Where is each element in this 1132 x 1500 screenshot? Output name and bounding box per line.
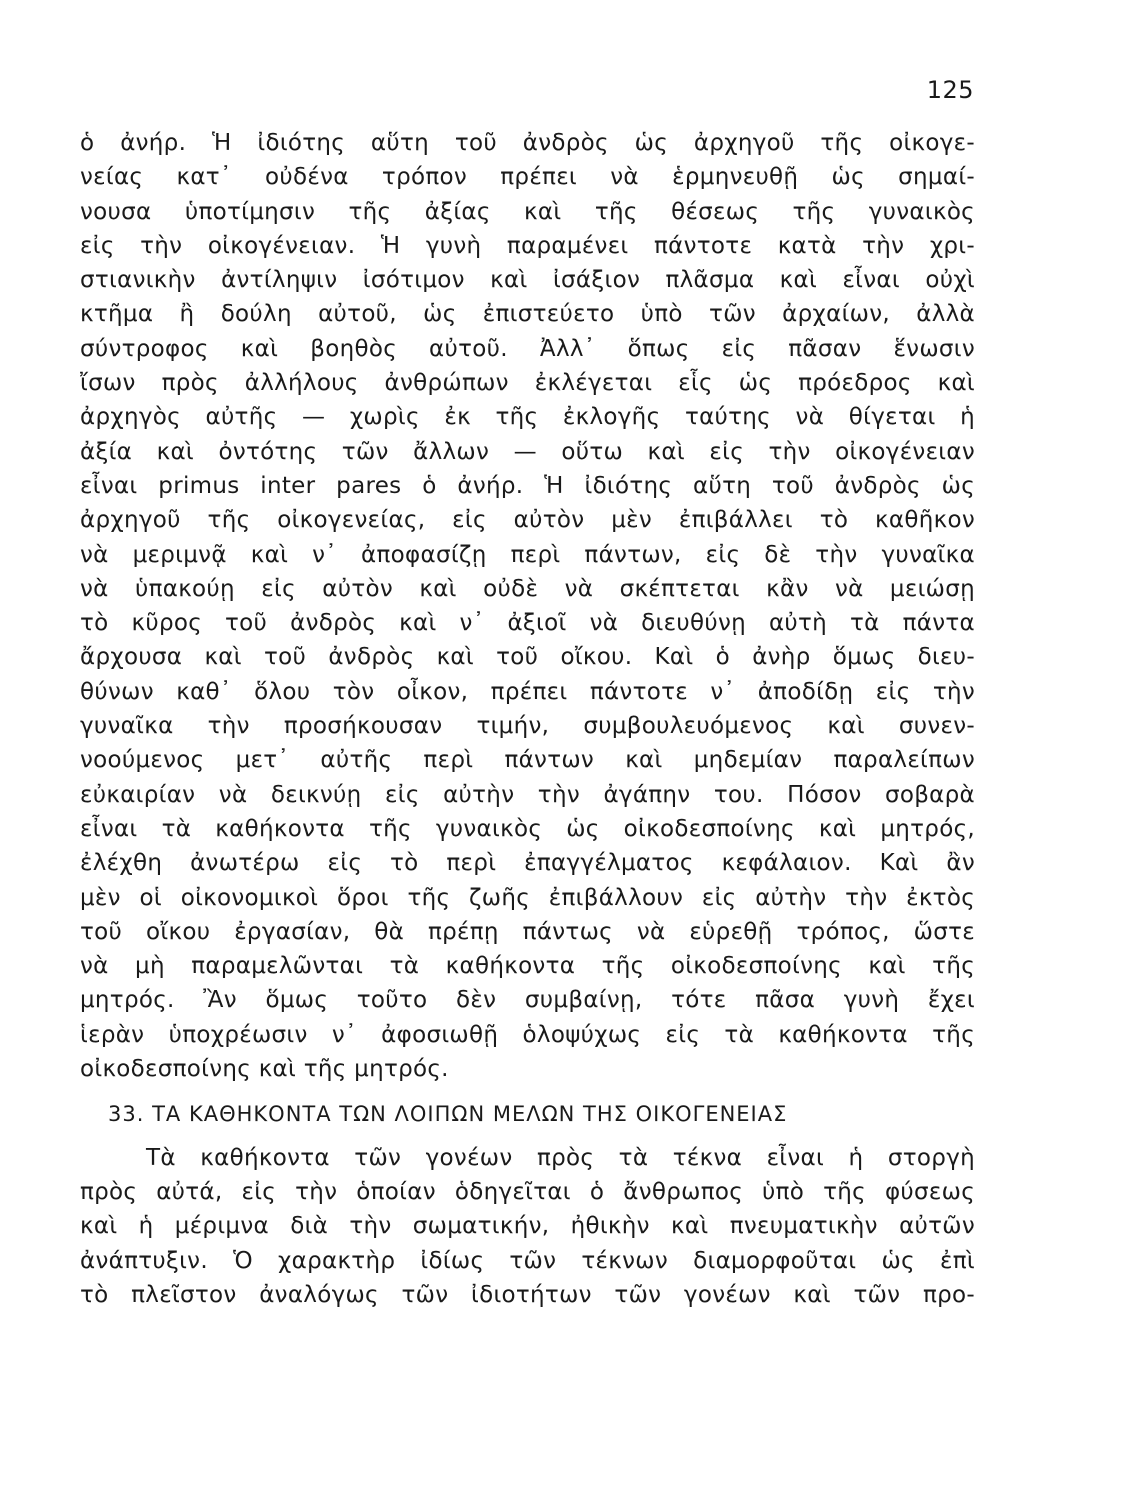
text-line: γυναῖκα τὴν προσήκουσαν τιμήν, συμβουλευόμενος καὶ συνεν- bbox=[80, 713, 975, 740]
text-line: θύνων καθ᾽ ὅλου τὸν οἶκον, πρέπει πάντοτε ν᾽ ἀποδίδῃ εἰς τὴν bbox=[80, 678, 975, 705]
text-line: μὲν οἱ οἰκονομικοὶ ὅροι τῆς ζωῆς ἐπιβάλλουν εἰς αὐτὴν τὴν ἐκτὸς bbox=[80, 884, 975, 911]
text-line: νοούμενος μετ᾽ αὐτῆς περὶ πάντων καὶ μηδεμίαν παραλείπων bbox=[80, 747, 975, 774]
text-line: μητρός. Ἂν ὅμως τοῦτο δὲν συμβαίνῃ, τότε πᾶσα γυνὴ ἔχει bbox=[80, 987, 975, 1014]
body-text bbox=[80, 126, 975, 1312]
text-line: ἀνάπτυξιν. Ὁ χαρακτὴρ ἰδίως τῶν τέκνων διαμορφοῦται ὡς ἐπὶ bbox=[80, 1247, 975, 1274]
text-line: ἀρχηγὸς αὐτῆς — χωρὶς ἐκ τῆς ἐκλογῆς ταύτης νὰ θίγεται ἡ bbox=[80, 404, 975, 431]
text-line: ἱερὰν ὑποχρέωσιν ν᾽ ἀφοσιωθῇ ὁλοψύχως εἰς τὰ καθήκοντα τῆς bbox=[80, 1021, 975, 1048]
section-heading: 33. ΤΑ ΚΑΘΗΚΟΝΤΑ ΤΩΝ ΛΟΙΠΩΝ ΜΕΛΩΝ ΤΗΣ ΟΙΚΟΓΕΝΕΙΑΣ bbox=[108, 1102, 788, 1127]
text-line: κτῆμα ἢ δούλη αὐτοῦ, ὡς ἐπιστεύετο ὑπὸ τῶν ἀρχαίων, ἀλλὰ bbox=[80, 301, 975, 328]
text-line: ἐλέχθη ἀνωτέρω εἰς τὸ περὶ ἐπαγγέλματος κεφάλαιον. Καὶ ἂν bbox=[80, 850, 975, 877]
text-line: ἴσων πρὸς ἀλλήλους ἀνθρώπων ἐκλέγεται εἷς ὡς πρόεδρος καὶ bbox=[80, 370, 975, 397]
text-line: εἶναι τὰ καθήκοντα τῆς γυναικὸς ὡς οἰκοδεσποίνης καὶ μητρός, bbox=[80, 815, 975, 842]
text-line: πρὸς αὐτά, εἰς τὴν ὁποίαν ὁδηγεῖται ὁ ἄνθρωπος ὑπὸ τῆς φύσεως bbox=[80, 1178, 975, 1205]
text-line: νὰ μὴ παραμελῶνται τὰ καθήκοντα τῆς οἰκοδεσποίνης καὶ τῆς bbox=[80, 953, 975, 980]
text-line: ἀρχηγοῦ τῆς οἰκογενείας, εἰς αὐτὸν μὲν ἐπιβάλλει τὸ καθῆκον bbox=[80, 507, 975, 534]
text-line: εὐκαιρίαν νὰ δεικνύῃ εἰς αὐτὴν τὴν ἀγάπην του. Πόσον σοβαρὰ bbox=[80, 781, 975, 808]
paragraph-2 bbox=[80, 1141, 975, 1312]
text-line: εἶναι primus inter pares ὁ ἀνήρ. Ἡ ἰδιότης αὕτη τοῦ ἀνδρὸς ὡς bbox=[80, 472, 975, 499]
text-line: εἰς τὴν οἰκογένειαν. Ἡ γυνὴ παραμένει πάντοτε κατὰ τὴν χρι- bbox=[80, 232, 975, 259]
text-line: τὸ κῦρος τοῦ ἀνδρὸς καὶ ν᾽ ἀξιοῖ νὰ διευθύνῃ αὐτὴ τὰ πάντα bbox=[80, 610, 975, 637]
paragraph-1 bbox=[80, 126, 975, 1086]
text-line: ἀξία καὶ ὀντότης τῶν ἄλλων — οὕτω καὶ εἰς τὴν οἰκογένειαν bbox=[80, 438, 975, 465]
text-line: νείας κατ᾽ οὐδένα τρόπον πρέπει νὰ ἑρμηνευθῇ ὡς σημαί- bbox=[80, 164, 975, 191]
text-line: Τὰ καθήκοντα τῶν γονέων πρὸς τὰ τέκνα εἶναι ἡ στοργὴ bbox=[146, 1144, 975, 1171]
text-line: τὸ πλεῖστον ἀναλόγως τῶν ἰδιοτήτων τῶν γονέων καὶ τῶν προ- bbox=[80, 1281, 975, 1308]
text-line: ἄρχουσα καὶ τοῦ ἀνδρὸς καὶ τοῦ οἴκου. Καὶ ὁ ἀνὴρ ὅμως διευ- bbox=[80, 644, 975, 671]
text-line: ὁ ἀνήρ. Ἡ ἰδιότης αὕτη τοῦ ἀνδρὸς ὡς ἀρχηγοῦ τῆς οἰκογε- bbox=[80, 130, 975, 156]
text-line: νουσα ὑποτίμησιν τῆς ἀξίας καὶ τῆς θέσεως τῆς γυναικὸς bbox=[80, 198, 975, 225]
text-line: τοῦ οἴκου ἐργασίαν, θὰ πρέπῃ πάντως νὰ εὑρεθῇ τρόπος, ὥστε bbox=[80, 918, 975, 945]
text-line: καὶ ἡ μέριμνα διὰ τὴν σωματικήν, ἠθικὴν καὶ πνευματικὴν αὐτῶν bbox=[80, 1213, 975, 1240]
page-number: 125 bbox=[926, 76, 974, 104]
text-line: νὰ ὑπακούῃ εἰς αὐτὸν καὶ οὐδὲ νὰ σκέπτεται κἂν νὰ μειώσῃ bbox=[80, 575, 975, 602]
text-line: σύντροφος καὶ βοηθὸς αὐτοῦ. Ἀλλ᾽ ὅπως εἰς πᾶσαν ἕνωσιν bbox=[80, 335, 975, 362]
text-line: οἰκοδεσποίνης καὶ τῆς μητρός. bbox=[80, 1056, 449, 1083]
text-line: στιανικὴν ἀντίληψιν ἰσότιμον καὶ ἰσάξιον πλᾶσμα καὶ εἶναι οὐχὶ bbox=[80, 267, 975, 294]
text-line: νὰ μεριμνᾷ καὶ ν᾽ ἀποφασίζῃ περὶ πάντων, εἰς δὲ τὴν γυναῖκα bbox=[80, 541, 975, 568]
